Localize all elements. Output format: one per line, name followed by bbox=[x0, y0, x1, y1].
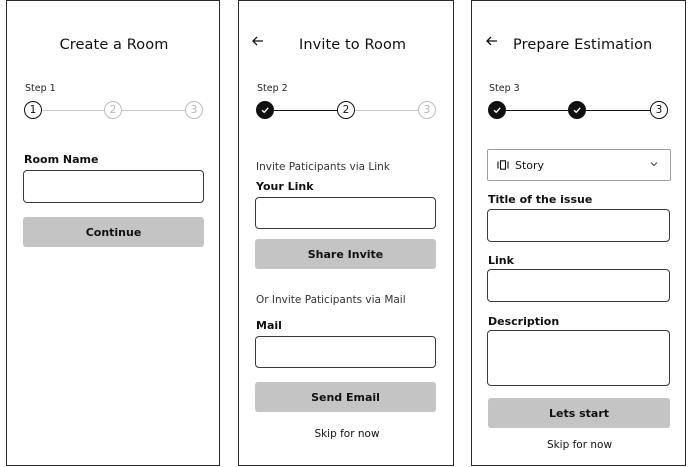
lets-start-button[interactable]: Lets start bbox=[488, 398, 670, 428]
chevron-down-icon bbox=[650, 161, 658, 167]
mail-section-heading: Or Invite Paticipants via Mail bbox=[256, 294, 406, 306]
your-link-input[interactable] bbox=[255, 197, 436, 229]
prepare-estimation-screen bbox=[471, 0, 686, 466]
stepper-line bbox=[355, 110, 418, 111]
arrow-left-icon bbox=[252, 36, 264, 46]
room-name-input[interactable] bbox=[23, 170, 204, 203]
step-2-indicator bbox=[337, 101, 355, 119]
check-icon bbox=[572, 105, 582, 115]
stepper-line bbox=[586, 110, 650, 111]
step-2-indicator bbox=[568, 101, 586, 119]
back-button[interactable] bbox=[252, 35, 264, 50]
description-label: Description bbox=[488, 315, 560, 328]
mail-input[interactable] bbox=[255, 336, 436, 368]
step-number: 3 bbox=[423, 104, 431, 116]
invite-room-screen bbox=[238, 0, 454, 466]
step-3-indicator bbox=[650, 101, 668, 119]
page-title: Create a Room bbox=[59, 37, 169, 53]
issue-type-select[interactable] bbox=[487, 149, 671, 181]
room-name-label: Room Name bbox=[24, 153, 99, 166]
step-number: 2 bbox=[109, 104, 117, 116]
send-email-button[interactable]: Send Email bbox=[255, 382, 436, 412]
check-icon bbox=[492, 105, 502, 115]
step-2-indicator bbox=[104, 101, 122, 119]
page-title: Prepare Estimation bbox=[513, 37, 653, 53]
step-3-indicator bbox=[185, 101, 203, 119]
step-number: 1 bbox=[29, 104, 37, 116]
step-1-indicator bbox=[256, 101, 274, 119]
page-title: Invite to Room bbox=[299, 37, 407, 53]
step-1-indicator bbox=[24, 101, 42, 119]
story-icon bbox=[497, 160, 509, 170]
step-number: 3 bbox=[190, 104, 198, 116]
step-label: Step 3 bbox=[489, 83, 520, 94]
check-icon bbox=[260, 105, 270, 115]
stepper-line bbox=[122, 110, 185, 111]
stepper-line bbox=[42, 110, 104, 111]
stepper-line bbox=[274, 110, 337, 111]
skip-link[interactable]: Skip for now bbox=[314, 428, 380, 440]
your-link-label: Your Link bbox=[256, 180, 314, 193]
back-button[interactable] bbox=[486, 35, 498, 50]
stepper-line bbox=[506, 110, 568, 111]
step-3-indicator bbox=[418, 101, 436, 119]
step-number: 3 bbox=[655, 104, 663, 116]
issue-type-value: Story bbox=[515, 158, 545, 172]
mail-label: Mail bbox=[256, 319, 282, 332]
issue-title-label: Title of the issue bbox=[488, 193, 593, 206]
step-label: Step 2 bbox=[257, 83, 288, 94]
arrow-left-icon bbox=[486, 36, 498, 46]
step-label: Step 1 bbox=[25, 83, 56, 94]
continue-button[interactable]: Continue bbox=[23, 217, 204, 247]
create-room-screen bbox=[6, 0, 220, 466]
share-invite-button[interactable]: Share Invite bbox=[255, 239, 436, 269]
link-label: Link bbox=[488, 254, 514, 267]
link-input[interactable] bbox=[487, 269, 670, 302]
step-1-indicator bbox=[488, 101, 506, 119]
step-number: 2 bbox=[342, 104, 350, 116]
description-textarea[interactable] bbox=[487, 330, 670, 386]
skip-link[interactable]: Skip for now bbox=[546, 439, 613, 451]
issue-title-input[interactable] bbox=[487, 209, 670, 242]
link-section-heading: Invite Paticipants via Link bbox=[256, 161, 390, 173]
